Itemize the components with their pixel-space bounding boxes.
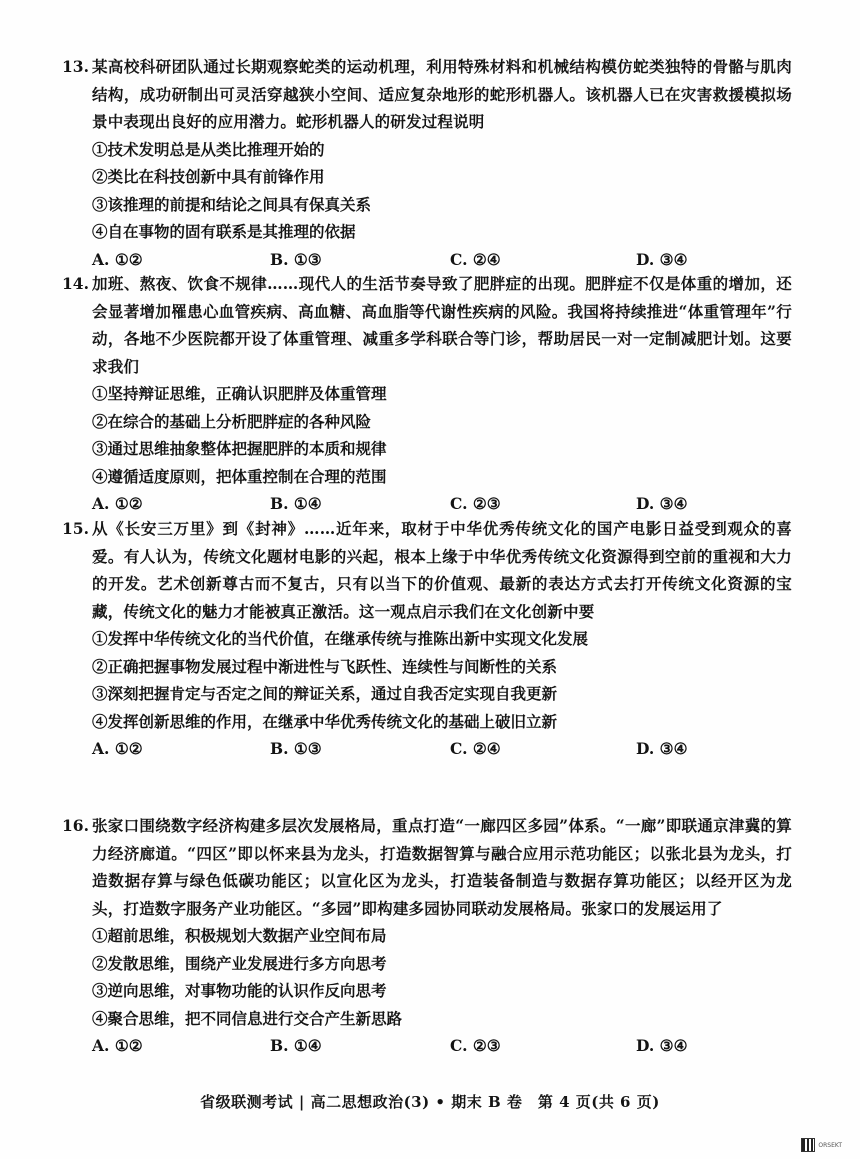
statement-3: ③通过思维抽象整体把握肥胖的本质和规律	[92, 439, 387, 458]
answer-options	[92, 490, 792, 518]
answer-options	[92, 735, 792, 763]
question-number: 16.	[62, 816, 89, 835]
question-13	[62, 53, 792, 273]
option-c: C. ②③	[450, 494, 501, 513]
option-c: C. ②④	[450, 249, 501, 269]
option-b: B. ①④	[270, 1036, 322, 1055]
question-number: 13.	[62, 57, 89, 76]
question-16	[62, 812, 792, 1060]
statement-1: ①发挥中华传统文化的当代价值，在继承传统与推陈出新中实现文化发展	[92, 629, 589, 648]
statement-4: ④遵循适度原则，把体重控制在合理的范围	[92, 466, 387, 486]
question-stem: 某高校科研团队通过长期观察蛇类的运动机理，利用特殊材料和机械结构模仿蛇类独特的骨骼与肌肉结构，成功研制出可灵活穿越狭小空间、适应复杂地形的蛇形机器人。该机器人已在灾害救援模拟场景中表现出良好的应用潜力。蛇形机器人的研发过程说明	[92, 57, 792, 131]
qr-code-icon	[801, 1138, 815, 1152]
statement-list	[92, 380, 792, 490]
answer-options	[92, 1032, 792, 1060]
statement-2: ②在综合的基础上分析肥胖症的各种风险	[92, 411, 372, 431]
statement-4: ④发挥创新思维的作用，在继承中华优秀传统文化的基础上破旧立新	[92, 711, 558, 731]
question-14	[62, 270, 792, 518]
statement-2: ②发散思维，围绕产业发展进行多方向思考	[92, 953, 387, 973]
statement-1: ①坚持辩证思维，正确认识肥胖及体重管理	[92, 384, 387, 403]
watermark-text: ORSEKT	[818, 1141, 842, 1149]
question-number: 14.	[62, 274, 89, 293]
option-d: D. ③④	[636, 249, 688, 269]
statement-2: ②类比在科技创新中具有前锋作用	[92, 167, 325, 186]
question-stem: 从《长安三万里》到《封神》……近年来，取材于中华优秀传统文化的国产电影日益受到观众的喜爱。有人认为，传统文化题材电影的兴起，根本上缘于中华优秀传统文化资源得到空前的重视和大力的开发。艺术创新尊古而不复古，只有以当下的价值观、最新的表达方式去打开传统文化资源的宝藏，传统文化的魅力才能被真正激活。这一观点启示我们在文化创新中要	[92, 519, 792, 621]
statement-1: ①超前思维，积极规划大数据产业空间布局	[92, 926, 387, 945]
option-a: A. ①②	[92, 494, 143, 513]
option-a: A. ①②	[92, 739, 143, 758]
option-a: A. ①②	[92, 1036, 143, 1055]
option-b: B. ①④	[270, 494, 322, 513]
page-footer: 省级联测考试 | 高二思想政治(3) • 期末 B 卷 第 4 页(共 6 页)	[200, 1093, 660, 1111]
statement-3: ③逆向思维，对事物功能的认识作反向思考	[92, 981, 387, 1000]
option-b: B. ①③	[270, 739, 322, 758]
question-stem: 张家口围绕数字经济构建多层次发展格局，重点打造“一廊四区多园”体系。“一廊”即联通京津冀的算力经济廊道。“四区”即以怀来县为龙头，打造数据智算与融合应用示范功能区；以张北县为龙头，打造数据存算与绿色低碳功能区；以宣化区为龙头，打造装备制造与数据存算功能区；以经开区为龙头，打造数字服务产业功能区。“多园”即构建多园协同联动发展格局。张家口的发展运用了	[92, 816, 792, 918]
question-number: 15.	[62, 519, 89, 538]
statement-4: ④自在事物的固有联系是其推理的依据	[92, 222, 356, 241]
watermark	[801, 1138, 842, 1152]
option-c: C. ②③	[450, 1036, 501, 1055]
option-b: B. ①③	[270, 249, 322, 269]
question-stem: 加班、熬夜、饮食不规律……现代人的生活节奏导致了肥胖症的出现。肥胖症不仅是体重的增加，还会显著增加罹患心血管疾病、高血糖、高血脂等代谢性疾病的风险。我国将持续推进“体重管理年”行动，各地不少医院都开设了体重管理、减重多学科联合等门诊，帮助居民一对一定制减肥计划。这要求我们	[92, 274, 792, 376]
option-d: D. ③④	[636, 739, 688, 758]
statement-2: ②正确把握事物发展过程中渐进性与飞跃性、连续性与间断性的关系	[92, 656, 558, 676]
statement-list	[92, 136, 792, 246]
statement-list	[92, 625, 792, 735]
statement-4: ④聚合思维，把不同信息进行交合产生新思路	[92, 1008, 403, 1028]
option-d: D. ③④	[636, 1036, 688, 1055]
question-15	[62, 515, 792, 763]
statement-1: ①技术发明总是从类比推理开始的	[92, 139, 325, 159]
statement-list	[92, 922, 792, 1032]
option-a: A. ①②	[92, 249, 143, 269]
statement-3: ③深刻把握肯定与否定之间的辩证关系，通过自我否定实现自我更新	[92, 684, 558, 703]
option-d: D. ③④	[636, 494, 688, 513]
answer-options	[92, 246, 792, 274]
option-c: C. ②④	[450, 739, 501, 758]
statement-3: ③该推理的前提和结论之间具有保真关系	[92, 194, 372, 214]
